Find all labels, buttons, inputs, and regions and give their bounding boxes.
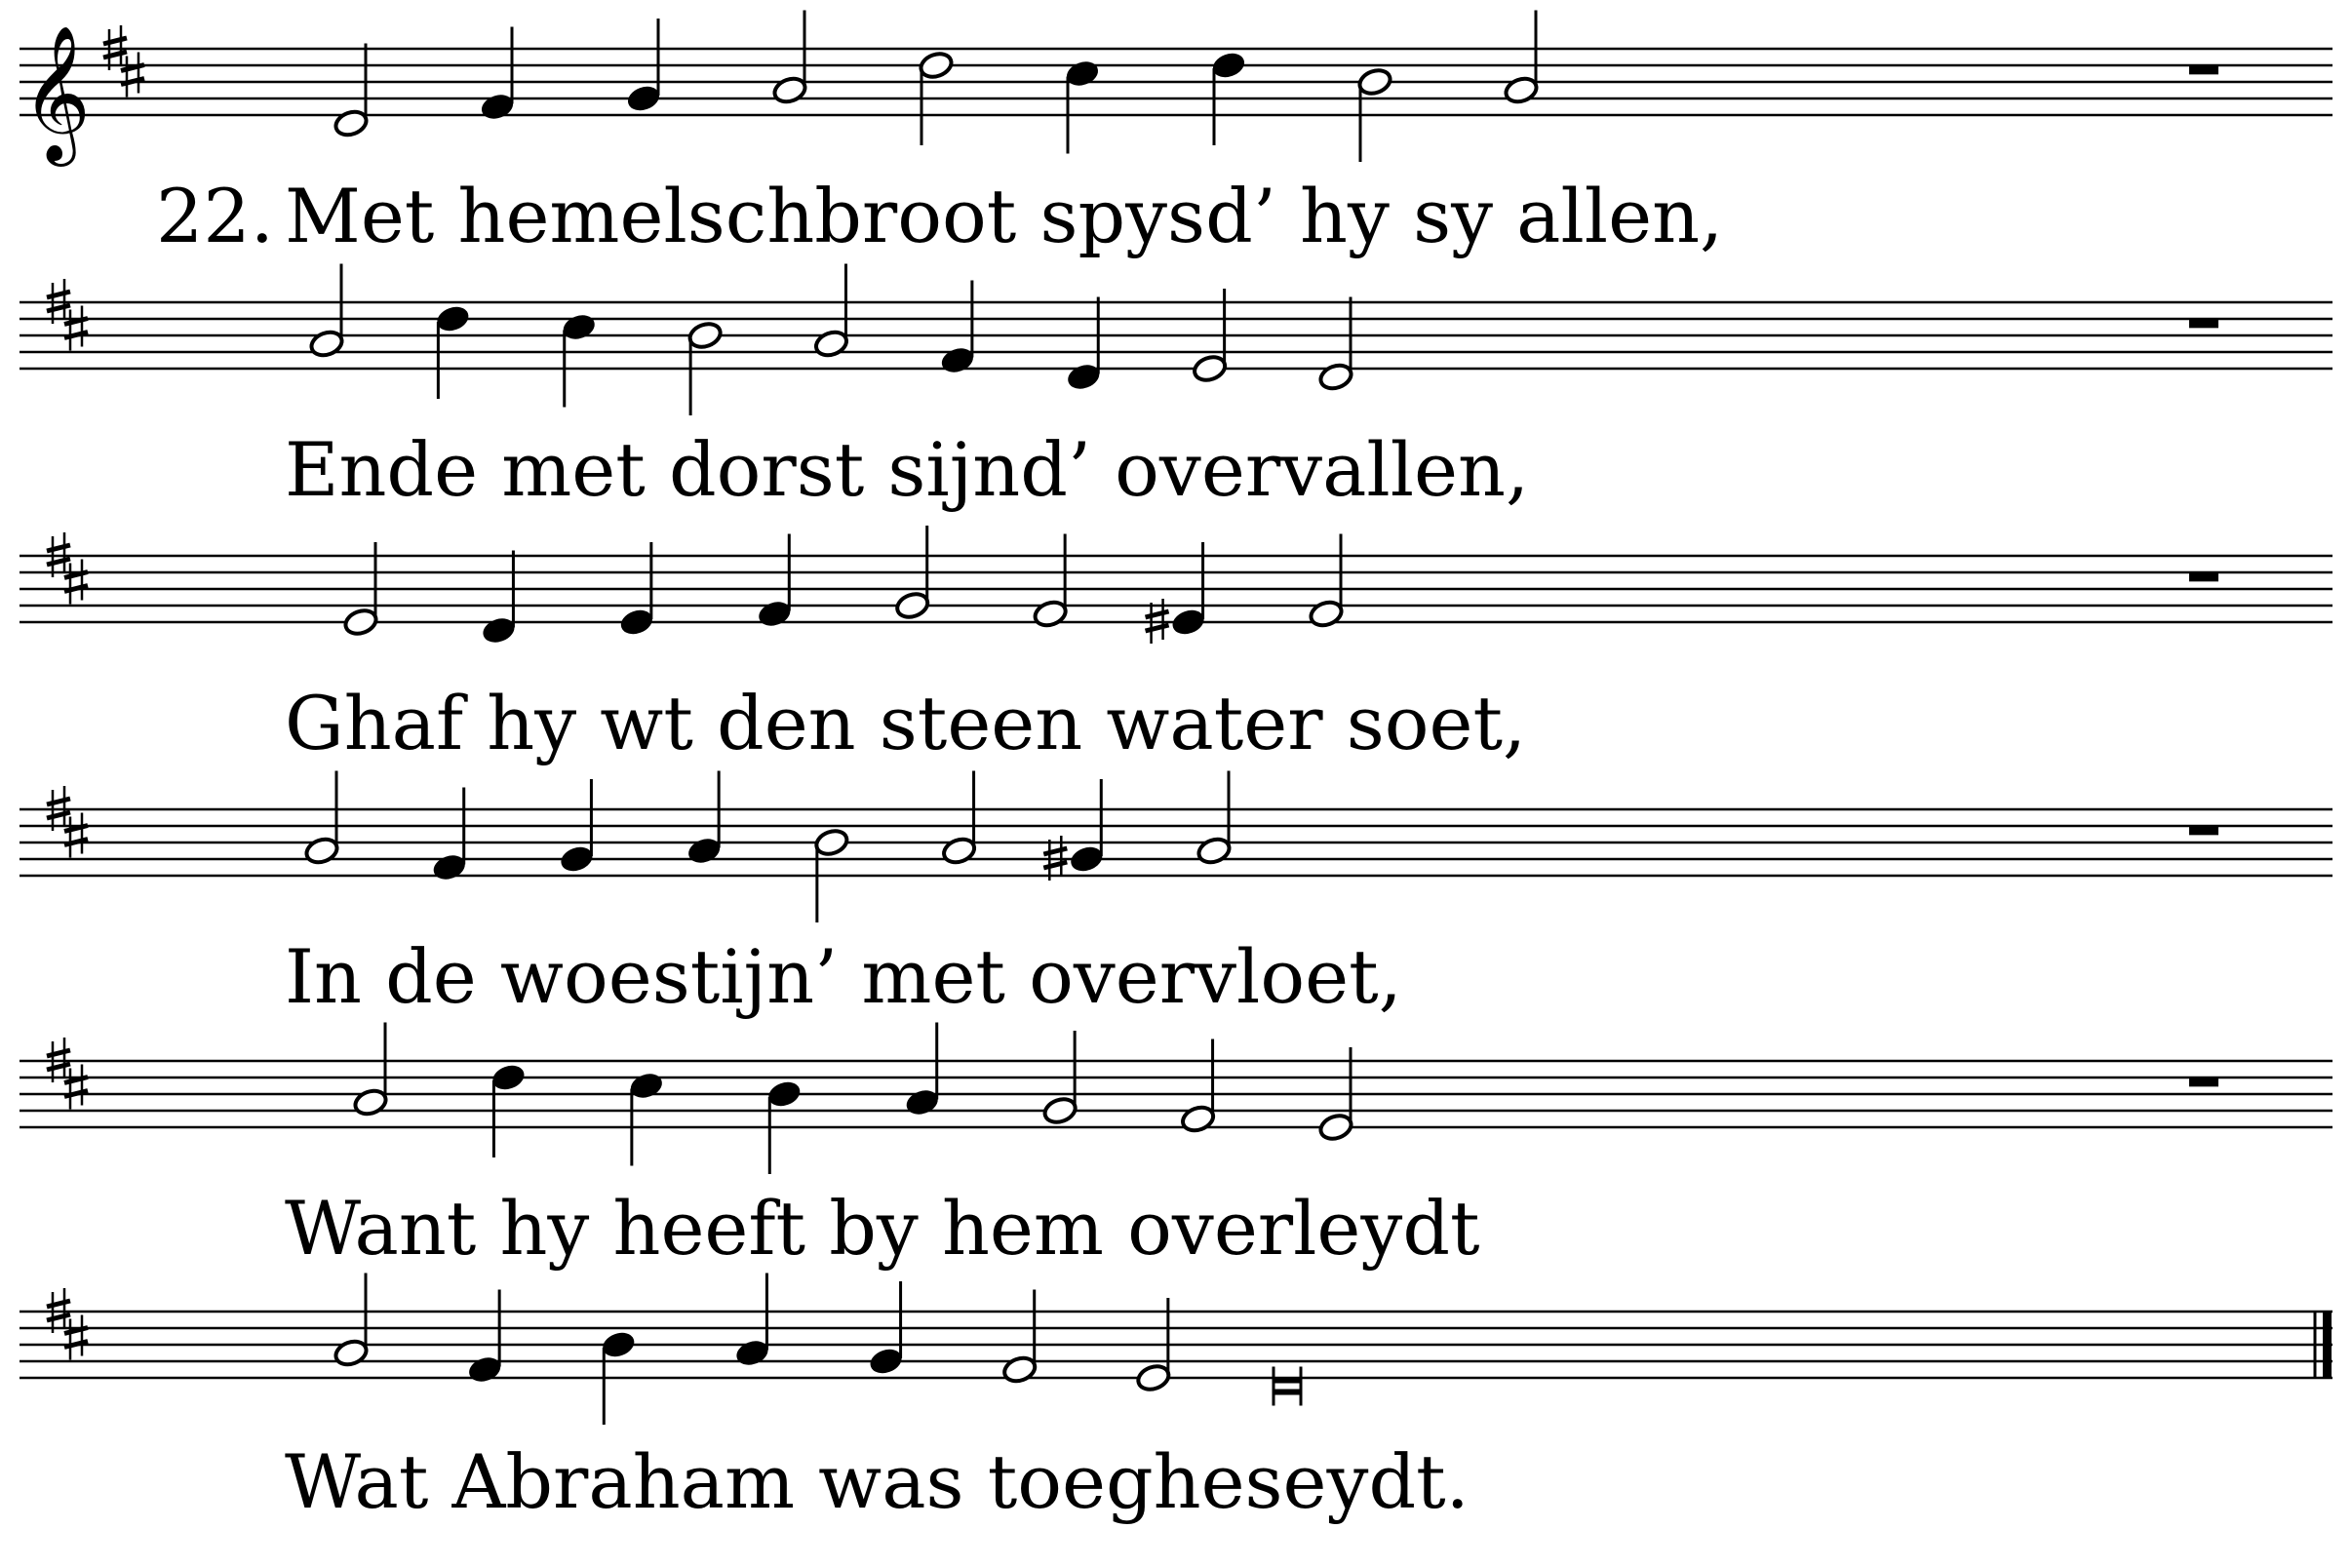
notehead (734, 1338, 771, 1369)
notehead (868, 1346, 905, 1377)
notehead (939, 345, 976, 376)
lyric-line: In de woestijn’ met overvloet, (285, 933, 1402, 1020)
notehead (600, 1329, 637, 1360)
notehead (1503, 75, 1540, 106)
notehead (918, 50, 955, 81)
note (941, 771, 978, 867)
note (1308, 534, 1345, 630)
notehead (618, 607, 655, 638)
notehead (765, 1078, 803, 1110)
notehead (435, 303, 472, 334)
notehead (466, 1354, 503, 1386)
treble-clef-icon: 𝄞 (21, 25, 91, 161)
notehead (333, 1338, 370, 1369)
notehead (628, 1071, 665, 1102)
notehead (1317, 1112, 1354, 1143)
key-signature-sharp-icon (64, 560, 88, 605)
half-rest-icon (2189, 1078, 2218, 1086)
notehead (1317, 362, 1354, 393)
half-rest-icon (2189, 572, 2218, 581)
half-rest-icon (2189, 319, 2218, 328)
notehead (1065, 362, 1102, 393)
notehead (303, 836, 340, 867)
notehead (894, 590, 931, 621)
note (1180, 1039, 1217, 1135)
lyric-line: Wat Abraham was toegheseydt. (285, 1438, 1470, 1525)
key-signature-sharp-icon (64, 813, 88, 858)
lyric-line: Want hy heeft by hem overleydt (285, 1185, 1480, 1272)
half-rest-icon (2189, 65, 2218, 74)
notehead (813, 827, 850, 858)
note (479, 27, 516, 123)
key-signature-sharp-icon (121, 53, 144, 98)
key-signature-sharp-icon (64, 1315, 88, 1360)
notehead (342, 607, 379, 638)
notehead (333, 108, 370, 139)
half-rest-icon (2189, 826, 2218, 835)
staff-system (20, 526, 2332, 766)
notehead (481, 615, 518, 647)
notehead (756, 599, 793, 630)
note (1317, 297, 1354, 393)
notehead (1032, 599, 1069, 630)
notehead (479, 92, 516, 123)
note (333, 1274, 370, 1369)
notehead (1041, 1095, 1078, 1126)
staff-system (20, 1274, 2332, 1526)
notehead (490, 1062, 528, 1093)
note (1503, 11, 1540, 106)
key-signature-sharp-icon (64, 1065, 88, 1110)
note (333, 44, 370, 139)
note (756, 534, 793, 630)
lyric-line: Met hemelschbroot spysd’ hy sy allen, (285, 173, 1724, 259)
note (481, 551, 518, 647)
notehead (308, 329, 345, 360)
notehead (1170, 607, 1207, 638)
staff-system (20, 1023, 2332, 1273)
notehead (559, 843, 596, 875)
notehead (1180, 1104, 1217, 1135)
notehead (1356, 66, 1393, 98)
note (431, 788, 468, 883)
notehead (1068, 843, 1105, 875)
note (771, 11, 808, 106)
note (303, 771, 340, 867)
note (734, 1274, 771, 1369)
note (308, 264, 345, 360)
verse-number: 22. (156, 173, 274, 259)
note (1196, 771, 1233, 867)
notehead (1064, 59, 1101, 90)
note (628, 1071, 665, 1166)
notehead (561, 312, 598, 343)
notehead (1135, 1362, 1172, 1393)
note (1065, 297, 1102, 393)
note (1274, 1367, 1301, 1406)
notehead (686, 320, 724, 351)
note (1064, 59, 1101, 154)
staff-system (20, 11, 2332, 260)
note (561, 312, 598, 408)
note (1043, 779, 1105, 881)
note (1001, 1290, 1039, 1386)
lyric-line: Ende met dorst sijnd’ overvallen, (285, 426, 1530, 513)
note (939, 281, 976, 376)
note (1146, 542, 1207, 644)
notehead (1196, 836, 1233, 867)
note (1032, 534, 1069, 630)
note (813, 264, 850, 360)
notehead (941, 836, 978, 867)
note (686, 771, 723, 867)
notehead (431, 852, 468, 883)
notehead (1308, 599, 1345, 630)
note (466, 1290, 503, 1386)
notehead (904, 1087, 941, 1118)
staff-system (20, 771, 2332, 1021)
notehead (1210, 50, 1247, 81)
staff-system (20, 264, 2332, 514)
key-signature-sharp-icon (64, 306, 88, 351)
note (352, 1023, 389, 1118)
notehead (1192, 353, 1229, 384)
lyric-line: Ghaf hy wt den steen water soet, (285, 680, 1527, 766)
barline-thick (2323, 1312, 2332, 1378)
notehead (813, 329, 850, 360)
notehead (352, 1087, 389, 1118)
note (904, 1023, 941, 1118)
notehead (1001, 1354, 1039, 1386)
score-systems (20, 11, 2332, 1526)
notehead (625, 83, 662, 114)
notehead (686, 836, 723, 867)
notehead (771, 75, 808, 106)
